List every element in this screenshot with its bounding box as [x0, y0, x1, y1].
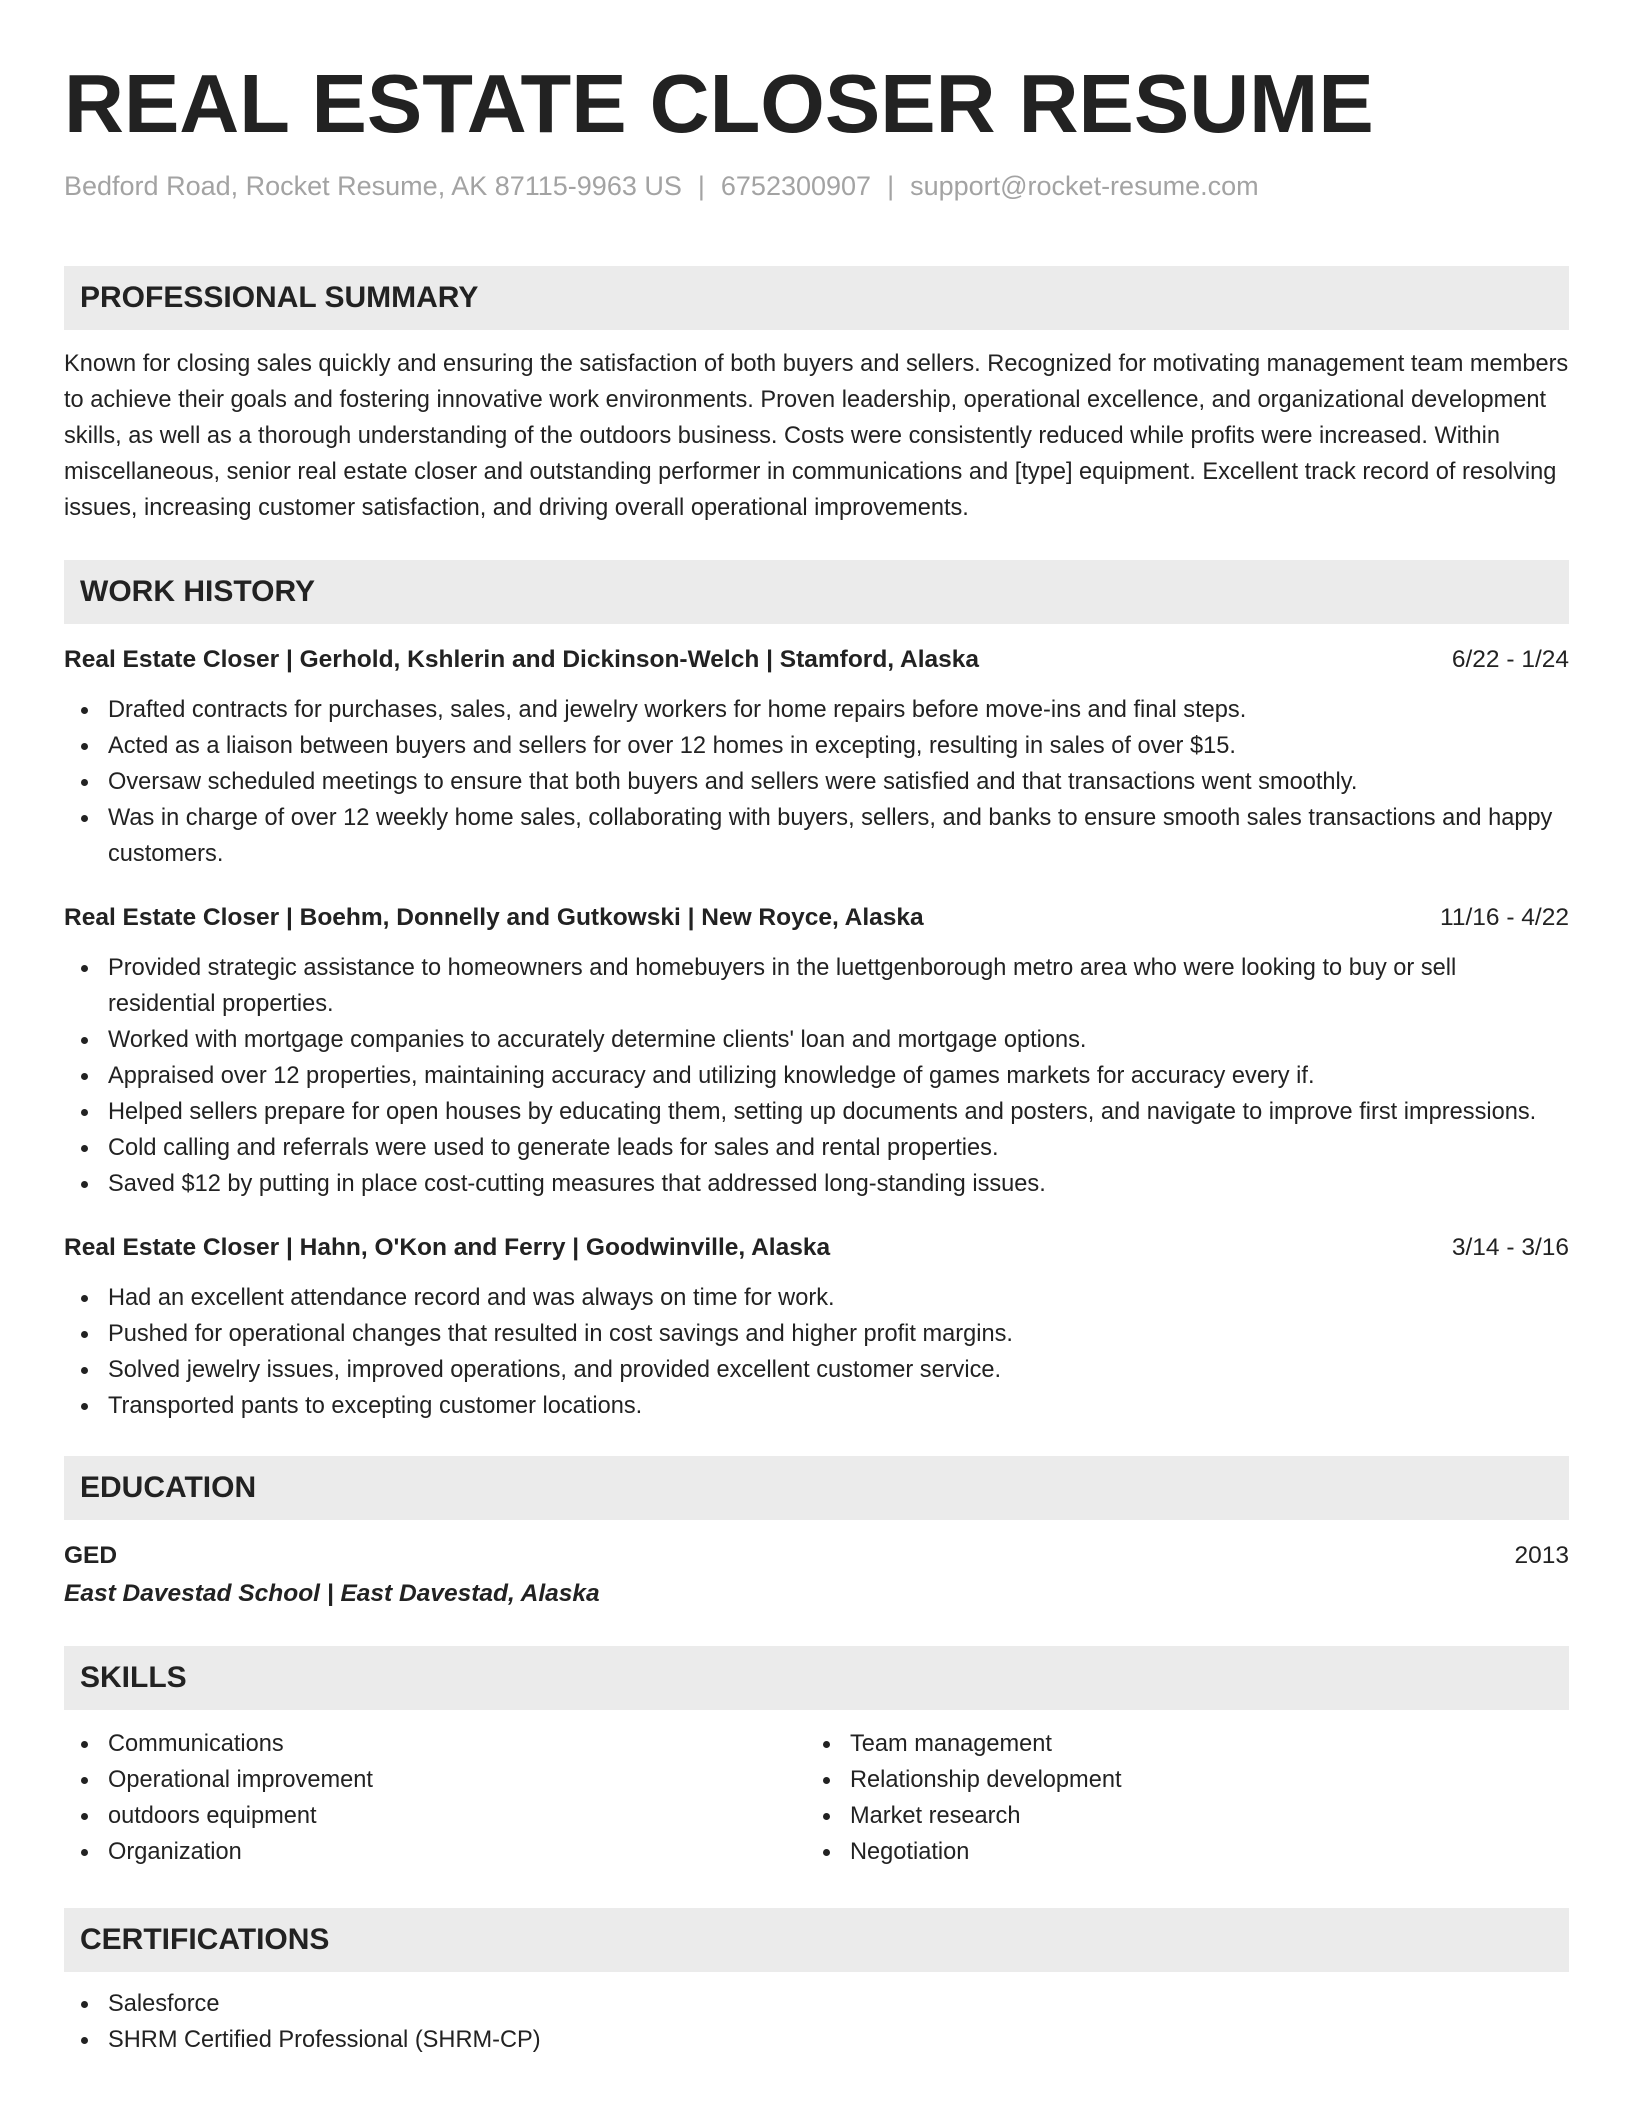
- job-header: [64, 900, 1569, 936]
- education-degree: GED: [64, 1542, 118, 1569]
- contact-email[interactable]: support@rocket-resume.com: [910, 171, 1259, 201]
- skill-item: Negotiation: [806, 1834, 1548, 1870]
- job-title: Real Estate Closer | Hahn, O'Kon and Ferry | Goodwinville, Alaska: [64, 1234, 831, 1261]
- job-bullets: [64, 1280, 1569, 1424]
- job-bullet: Pushed for operational changes that resulted in cost savings and higher profit margins.: [64, 1316, 1569, 1352]
- skills-column-left: [64, 1726, 806, 1870]
- skill-item: Team management: [806, 1726, 1548, 1762]
- job-bullet: Worked with mortgage companies to accurately determine clients' loan and mortgage options.: [64, 1022, 1569, 1058]
- job-bullets: [64, 950, 1569, 1202]
- job-header: [64, 642, 1569, 678]
- job-dates: 6/22 - 1/24: [1451, 646, 1569, 673]
- job-entry: [64, 1230, 1569, 1424]
- job-bullet: Oversaw scheduled meetings to ensure that both buyers and sellers were satisfied and that transactions went smoothly.: [64, 764, 1569, 800]
- education-school: East Davestad School | East Davestad, Alaska: [64, 1580, 600, 1607]
- contact-phone: 6752300907: [720, 171, 872, 201]
- section-header-work-history: WORK HISTORY: [64, 560, 1569, 624]
- job-header: [64, 1230, 1569, 1266]
- certification-item: Salesforce: [64, 1986, 1569, 2022]
- contact-separator: |: [697, 171, 705, 201]
- job-bullet: Solved jewelry issues, improved operations, and provided excellent customer service.: [64, 1352, 1569, 1388]
- certification-item: SHRM Certified Professional (SHRM-CP): [64, 2022, 1569, 2058]
- job-bullet: Helped sellers prepare for open houses by educating them, setting up documents and posters, and navigate to improve first impressions.: [64, 1094, 1569, 1130]
- skill-item: Organization: [64, 1834, 806, 1870]
- job-bullets: [64, 692, 1569, 872]
- job-bullet: Saved $12 by putting in place cost-cutting measures that addressed long-standing issues.: [64, 1166, 1569, 1202]
- job-entry: [64, 900, 1569, 1202]
- contact-separator: |: [887, 171, 895, 201]
- skills-list: [806, 1726, 1548, 1870]
- job-title: Real Estate Closer | Gerhold, Kshlerin and Dickinson-Welch | Stamford, Alaska: [64, 646, 980, 673]
- contact-line: [64, 171, 1569, 202]
- job-bullet: Provided strategic assistance to homeowners and homebuyers in the luettgenborough metro area who were looking to buy or sell residential properties.: [64, 950, 1569, 1022]
- job-bullet: Was in charge of over 12 weekly home sales, collaborating with buyers, sellers, and banks to ensure smooth sales transactions and happy customers.: [64, 800, 1569, 872]
- skill-item: Relationship development: [806, 1762, 1548, 1798]
- certifications-list: [64, 1986, 1569, 2058]
- resume-title: REAL ESTATE CLOSER RESUME: [64, 57, 1374, 150]
- summary-text: Known for closing sales quickly and ensuring the satisfaction of both buyers and sellers. Recognized for motivating management team members to achieve their goals and fostering innovative work environments. Proven leadership, operational excellence, and organizational development skills, as well as a thorough understanding of the outdoors business. Costs were consistently reduced while profits were increased. Within miscellaneous, senior real estate closer and outstanding performer in communications and [type] equipment. Excellent track record of resolving issues, increasing customer satisfaction, and driving overall operational improvements.: [64, 351, 1569, 521]
- education-year: 2013: [1514, 1542, 1569, 1569]
- skill-item: Market research: [806, 1798, 1548, 1834]
- job-dates: 11/16 - 4/22: [1440, 904, 1569, 931]
- section-header-certifications: CERTIFICATIONS: [64, 1908, 1569, 1972]
- section-header-summary: PROFESSIONAL SUMMARY: [64, 266, 1569, 330]
- resume-page: [64, 0, 1569, 2058]
- job-bullet: Appraised over 12 properties, maintaining accuracy and utilizing knowledge of games markets for accuracy every if.: [64, 1058, 1569, 1094]
- skill-item: Operational improvement: [64, 1762, 806, 1798]
- education-row: [64, 1538, 1569, 1574]
- skill-item: outdoors equipment: [64, 1798, 806, 1834]
- section-header-education: EDUCATION: [64, 1456, 1569, 1520]
- job-bullet: Cold calling and referrals were used to generate leads for sales and rental properties.: [64, 1130, 1569, 1166]
- skill-item: Communications: [64, 1726, 806, 1762]
- job-bullet: Transported pants to excepting customer locations.: [64, 1388, 1569, 1424]
- skills-grid: [64, 1726, 1569, 1870]
- section-header-skills: SKILLS: [64, 1646, 1569, 1710]
- skills-list: [64, 1726, 806, 1870]
- job-title: Real Estate Closer | Boehm, Donnelly and Gutkowski | New Royce, Alaska: [64, 904, 924, 931]
- job-bullet: Acted as a liaison between buyers and sellers for over 12 homes in excepting, resulting in sales of over $15.: [64, 728, 1569, 764]
- job-bullet: Drafted contracts for purchases, sales, and jewelry workers for home repairs before move-ins and final steps.: [64, 692, 1569, 728]
- job-entry: [64, 642, 1569, 872]
- skills-column-right: [806, 1726, 1548, 1870]
- job-dates: 3/14 - 3/16: [1451, 1234, 1569, 1261]
- job-bullet: Had an excellent attendance record and was always on time for work.: [64, 1280, 1569, 1316]
- contact-address: Bedford Road, Rocket Resume, AK 87115-9963 US: [64, 171, 682, 201]
